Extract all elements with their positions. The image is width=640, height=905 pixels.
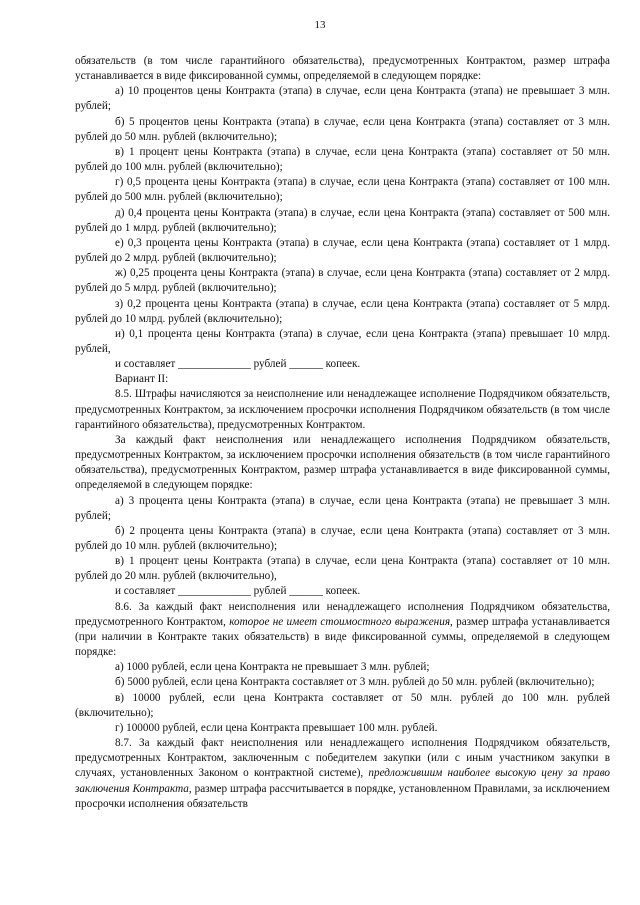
paragraph bbox=[75, 736, 610, 812]
paragraph bbox=[75, 600, 610, 661]
paragraph: б) 5 процентов цены Контракта (этапа) в случае, если цена Контракта (этапа) составляет от 3 млн. рублей до 50 млн. рублей (включительно); bbox=[75, 115, 610, 143]
text-run: , размер штрафа устанавливается (при наличии в Контракте таких обязательств) в виде фиксированной суммы, определяемой в следующем порядке: bbox=[75, 615, 610, 659]
paragraph: д) 0,4 процента цены Контракта (этапа) в случае, если цена Контракта (этапа) составляет от 500 млн. рублей до 1 млрд. рублей (включительно); bbox=[75, 206, 610, 234]
text-run: , размер штрафа рассчитывается в порядке, установленном Правилами, за исключением просрочки исполнения обязательств bbox=[75, 782, 610, 810]
paragraph: За каждый факт неисполнения или ненадлежащего исполнения Подрядчиком обязательств, предусмотренных Контрактом, за исключением просрочки исполнения обязательств (в том числе гарантийного обязательства), предусмотренных Контрактом, размер штрафа устанавливается в виде фиксированной суммы, определяемой в следующем порядке: bbox=[75, 433, 610, 492]
paragraph: в) 1 процент цены Контракта (этапа) в случае, если цена Контракта (этапа) составляет от 50 млн. рублей до 100 млн. рублей (включительно); bbox=[75, 145, 610, 174]
paragraph: в) 10000 рублей, если цена Контракта составляет от 50 млн. рублей до 100 млн. рублей (включительно); bbox=[75, 691, 610, 719]
paragraph: и) 0,1 процента цены Контракта (этапа) в случае, если цена Контракта (этапа) превышает 10 млрд. рублей, bbox=[75, 327, 610, 355]
paragraph: обязательств (в том числе гарантийного обязательства), предусмотренных Контрактом, размер штрафа устанавливается в виде фиксированной суммы, определяемой в следующем порядке: bbox=[75, 55, 610, 83]
paragraph: и составляет _____________ рублей ______ копеек. bbox=[115, 358, 361, 371]
paragraph: ж) 0,25 процента цены Контракта (этапа) в случае, если цена Контракта (этапа) составляет от 2 млрд. рублей до 5 млрд. рублей (включительно); bbox=[75, 267, 610, 295]
paragraph: Вариант II: bbox=[115, 373, 169, 386]
paragraph: и составляет _____________ рублей ______ копеек. bbox=[115, 585, 361, 598]
paragraph: б) 5000 рублей, если цена Контракта составляет от 3 млн. рублей до 50 млн. рублей (включительно); bbox=[115, 676, 595, 689]
paragraph: а) 1000 рублей, если цена Контракта не превышает 3 млн. рублей; bbox=[115, 661, 430, 674]
paragraph: з) 0,2 процента цены Контракта (этапа) в случае, если цена Контракта (этапа) составляет от 5 млрд. рублей до 10 млрд. рублей (включительно); bbox=[75, 297, 610, 325]
text-run: 8.7. За каждый факт неисполнения или ненадлежащего исполнения Подрядчиком обязательств, предусмотренных Контрактом, заключенным с победителем закупки (или с иным участником закупки в случаях, установленных Законом о контрактной системе), bbox=[75, 737, 610, 780]
text-run: 8.6. За каждый факт неисполнения или ненадлежащего исполнения Подрядчиком обязательства, предусмотренного Контрактом, bbox=[75, 600, 610, 628]
paragraph: г) 0,5 процента цены Контракта (этапа) в случае, если цена Контракта (этапа) составляет от 100 млн. рублей до 500 млн. рублей (включительно); bbox=[75, 176, 610, 204]
document-body bbox=[75, 54, 610, 812]
paragraph: а) 10 процентов цены Контракта (этапа) в случае, если цена Контракта (этапа) не превышает 3 млн. рублей; bbox=[75, 85, 610, 113]
emphasized-text: предложившим наиболее высокую цену за право заключения Контракта bbox=[75, 767, 611, 795]
paragraph: г) 100000 рублей, если цена Контракта превышает 100 млн. рублей. bbox=[115, 721, 438, 734]
page-number: 13 bbox=[314, 19, 326, 31]
paragraph: а) 3 процента цены Контракта (этапа) в случае, если цена Контракта (этапа) не превышает 3 млн. рублей; bbox=[75, 494, 610, 522]
paragraph: б) 2 процента цены Контракта (этапа) в случае, если цена Контракта (этапа) составляет от 3 млн. рублей до 10 млн. рублей (включительно); bbox=[75, 524, 610, 552]
paragraph: е) 0,3 процента цены Контракта (этапа) в случае, если цена Контракта (этапа) составляет от 1 млрд. рублей до 2 млрд. рублей (включительно); bbox=[75, 236, 610, 265]
emphasized-text: которое не имеет стоимостного выражения bbox=[229, 615, 451, 628]
paragraph: в) 1 процент цены Контракта (этапа) в случае, если цена Контракта (этапа) составляет от 10 млн. рублей до 20 млн. рублей (включительно), bbox=[75, 555, 610, 583]
paragraph: 8.5. Штрафы начисляются за неисполнение или ненадлежащее исполнение Подрядчиком обязательств, предусмотренных Контрактом, за исключением просрочки исполнения Подрядчиком обязательств (в том числе гарантийного обязательства), предусмотренных Контрактом. bbox=[75, 388, 610, 431]
